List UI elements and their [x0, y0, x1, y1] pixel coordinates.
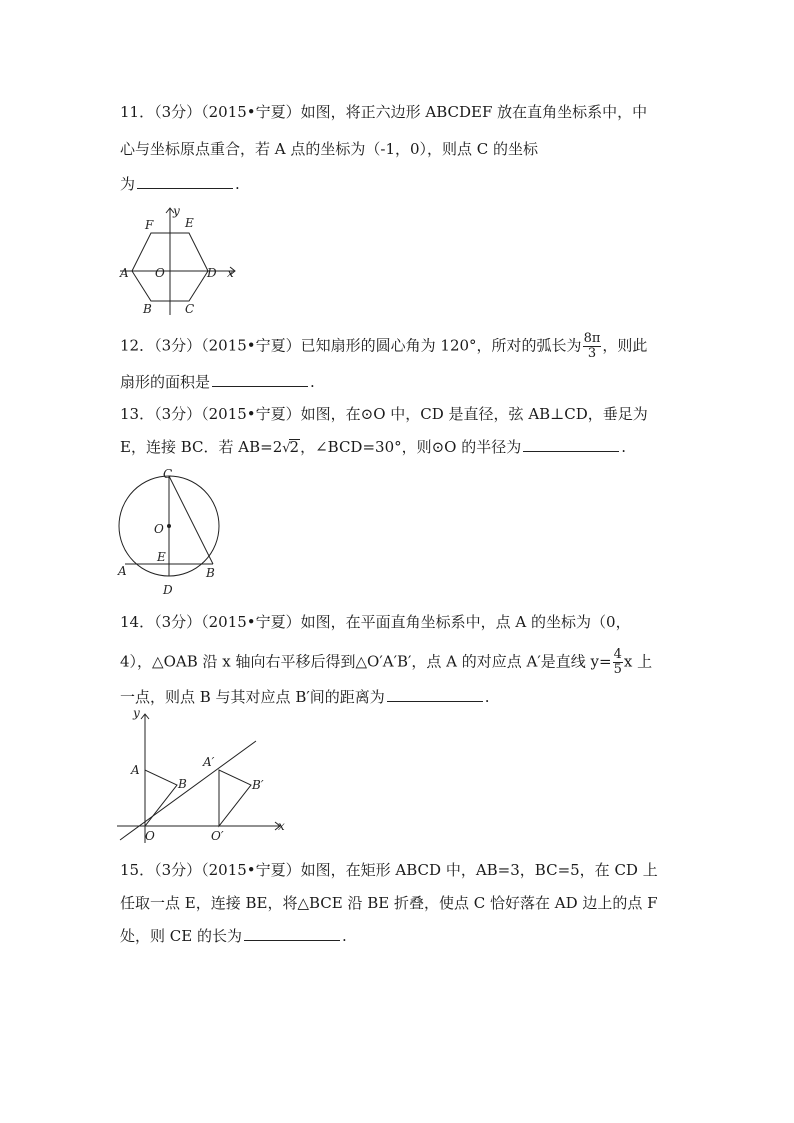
q12-line-1: [120, 332, 647, 361]
q12-fraction: [583, 332, 602, 361]
q14-triangle-o2a2b2: [219, 770, 251, 826]
q14-label-o: O: [145, 829, 155, 843]
q13-line-2-suffix: .: [621, 438, 627, 456]
q14-label-o-prime: O′: [211, 829, 224, 843]
q13-label-b: B: [206, 566, 215, 580]
q11-line-1: 11．（3分）（2015•宁夏）如图，将正六边形 ABCDEF 放在直角坐标系中，中: [120, 103, 648, 121]
q11-label-f: F: [145, 218, 154, 232]
q13-label-a: A: [118, 564, 127, 578]
q12-line-1-text-a: 12．（3分）（2015•宁夏）已知扇形的圆心角为 120°，所对的弧长为: [120, 336, 582, 355]
q14-line-3-prefix: 一点，则点 B 与其对应点 B′间的距离为: [120, 688, 385, 706]
q15-line-3: [120, 926, 347, 946]
q13-line-1: 13．（3分）（2015•宁夏）如图，在⊙O 中，CD 是直径，弦 AB⊥CD，垂足为: [120, 405, 648, 423]
q14-line-1: 14．（3分）（2015•宁夏）如图，在平面直角坐标系中，点 A 的坐标为（0，: [120, 613, 631, 631]
q11-line-3-prefix: 为: [120, 175, 136, 193]
q14-fraction: [613, 648, 623, 677]
q11-label-e: E: [185, 216, 194, 230]
q14-line-3-suffix: .: [484, 688, 490, 706]
q13-sqrt-value: 2: [289, 438, 300, 456]
q11-hexagon-figure: [115, 203, 245, 318]
q11-label-d: D: [207, 266, 217, 280]
q12-fraction-den: 3: [587, 346, 597, 361]
q14-line-3: [120, 687, 490, 707]
q14-triangle-oab: [145, 770, 177, 826]
q12-line-2-suffix: .: [310, 373, 315, 391]
q12-line-2-prefix: 扇形的面积是: [120, 373, 211, 391]
q14-fraction-num: 4: [613, 647, 622, 662]
q15-line-1: 15．（3分）（2015•宁夏）如图，在矩形 ABCD 中，AB=3，BC=5，在 CD 上: [120, 861, 658, 879]
q14-line-2: [120, 648, 652, 677]
q11-label-y: y: [173, 204, 180, 218]
q12-line-2: [120, 372, 315, 392]
q15-answer-blank[interactable]: [244, 926, 340, 941]
q13-line-2: [120, 437, 626, 459]
q14-label-a-prime: A′: [203, 755, 215, 769]
q12-answer-blank[interactable]: [212, 372, 308, 387]
q11-answer-blank[interactable]: [137, 174, 233, 189]
q13-label-c: C: [163, 467, 173, 481]
q11-line-2: 心与坐标原点重合，若 A 点的坐标为（-1，0），则点 C 的坐标: [120, 140, 539, 158]
q11-label-a: A: [120, 266, 129, 280]
q13-label-e: E: [157, 550, 166, 564]
q12-fraction-num: 8π: [583, 331, 601, 346]
q14-line-2-text-b: x 上: [623, 652, 653, 671]
q15-line-3-suffix: .: [341, 927, 347, 945]
q11-label-b: B: [143, 302, 152, 316]
q14-line-y-4-5x: [120, 741, 256, 840]
q13-line-2-text-a: E，连接 BC．若 AB=2: [120, 438, 283, 456]
q11-label-x: x: [227, 266, 234, 280]
q13-label-d: D: [163, 583, 173, 597]
q13-circle-figure: [112, 466, 232, 598]
q13-label-o: O: [154, 522, 164, 536]
q13-segment-bc: [169, 476, 213, 564]
q13-sqrt-icon: √: [282, 441, 291, 456]
q14-fraction-den: 5: [613, 662, 622, 677]
q12-line-1-text-b: ，则此: [602, 336, 648, 355]
q14-line-2-text-a: 4），△OAB 沿 x 轴向右平移后得到△O′A′B′，点 A 的对应点 A′是直线 y=: [120, 652, 612, 671]
q11-line-3: [120, 174, 240, 194]
q14-label-a: A: [131, 763, 140, 777]
q13-answer-blank[interactable]: [523, 437, 619, 452]
q11-label-c: C: [185, 302, 195, 316]
q14-translation-figure: [115, 708, 295, 846]
q11-line-3-suffix: .: [235, 175, 240, 193]
q14-label-b: B: [178, 777, 187, 791]
q13-center-dot: [167, 524, 171, 528]
q14-label-b-prime: B′: [252, 778, 264, 792]
q15-line-3-prefix: 处，则 CE 的长为: [120, 927, 242, 945]
q14-answer-blank[interactable]: [387, 687, 483, 702]
q11-label-o: O: [155, 266, 165, 280]
q14-label-x: x: [278, 819, 285, 833]
q14-label-y: y: [133, 708, 140, 720]
q13-line-2-text-b: ，∠BCD=30°，则⊙O 的半径为: [300, 438, 522, 456]
q15-line-2: 任取一点 E，连接 BE，将△BCE 沿 BE 折叠，使点 C 恰好落在 AD 边上的点 F: [120, 894, 658, 912]
